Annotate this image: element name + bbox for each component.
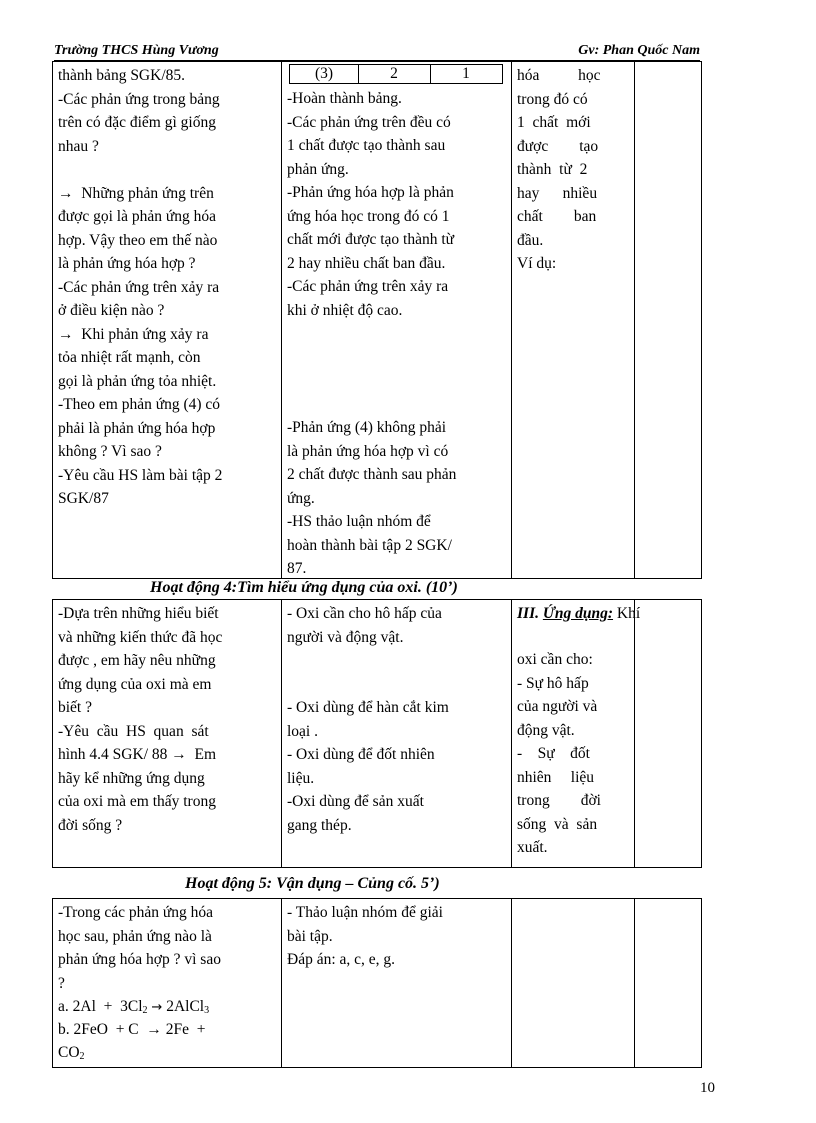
lesson-table-section-3 [52,898,702,1068]
content-column [512,899,635,1067]
student-activity-text: -Hoàn thành bảng. -Các phản ứng trên đều có 1 chất được tạo thành sau phản ứng. -Phản ứng hóa hợp là phản ứng hóa học trong đó có 1 chất mới được tạo thành từ 2 hay nhiều chất ban đầu. -Các phản ứng trên xảy ra khi ở nhiệt độ cao. -Phản ứng (4) không phải là phản ứng hóa hợp vì có 2 chất được thành sau phản ứng. -HS thảo luận nhóm để hoàn thành bài tập 2 SGK/ 87. [287,90,457,577]
content-column [512,62,635,578]
content-column [512,600,641,867]
teacher-activity-column [53,600,282,867]
teacher-name: Gv: Phan Quốc Nam [578,43,700,58]
student-activity-column [282,899,512,1067]
section-number: III. [517,605,539,622]
content-text: hóa học trong đó có 1 chất mới được tạo thành từ 2 hay nhiều chất ban đầu. Ví dụ: [517,67,601,272]
activity-5-heading: Hoạt động 5: Vận dụng – Củng cố. 5’) [185,875,440,892]
lesson-table-section-1 [52,61,702,579]
activity-4-heading: Hoạt động 4:Tìm hiểu ứng dụng của oxi. (10’) [150,579,458,596]
student-activity-column [282,62,512,578]
student-activity-text: - Thảo luận nhóm để giải bài tập. Đáp án: a, c, e, g. [287,904,443,968]
equation-b-continued: $CO_2$ [58,1044,85,1062]
lesson-table-section-2 [52,599,702,868]
page-number: 10 [700,1080,715,1096]
reaction-mini-table [289,64,503,84]
teacher-activity-column [53,899,282,1067]
notes-column [635,899,701,1067]
student-activity-column [282,600,512,867]
notes-column [635,62,701,578]
teacher-activity-text: -Trong các phản ứng hóa học sau, phản ứng nào là phản ứng hóa hợp ? vì sao ? [58,904,221,992]
teacher-activity-column [53,62,282,578]
notes-column [635,600,701,867]
applications-heading: Ứng dụng: [542,605,614,622]
teacher-activity-text: -Dựa trên những hiểu biết và những kiến thức đã học được , em hãy nêu những ứng dụng của oxi mà em biết ? -Yêu cầu HS quan sát hình 4.4 SGK/ 88 → Em hãy kể những ứng dụng của oxi mà em thấy trong đời sống ? [58,605,223,834]
teacher-activity-text: thành bảng SGK/85. -Các phản ứng trong bảng trên có đặc điểm gì giống nhau ? → Những phản ứng trên được gọi là phản ứng hóa hợp. Vậy theo em thế nào là phản ứng hóa hợp ? -Các phản ứng trên xảy ra ở điều kiện nào ? → Khi phản ứng xảy ra tỏa nhiệt rất mạnh, còn gọi là phản ứng tỏa nhiệt. -Theo em phản ứng (4) có phải là phản ứng hóa hợp không ? Vì sao ? -Yêu cầu HS làm bài tập 2 SGK/87 [58,67,223,507]
content-text: oxi cần cho: - Sự hô hấp của người và động vật. - Sự đốt nhiên liệu trong đời sống và sản xuất. [517,651,601,856]
equation-a: a. $2Al + 3Cl_2$ → 2AlCl$_3$ [58,998,210,1016]
equation-b: b. 2FeO + C → 2Fe + [58,1021,206,1038]
mini-table-cell: 2 [358,65,431,83]
mini-table-cell: (3) [290,65,359,83]
mini-table-cell: 1 [462,65,470,82]
applications-heading-line [517,602,641,626]
school-name: Trường THCS Hùng Vương [54,43,219,58]
page-header [54,42,700,61]
student-activity-text: - Oxi cần cho hô hấp của người và động vật. - Oxi dùng để hàn cắt kim loại . - Oxi dùng để đốt nhiên liệu. -Oxi dùng để sản xuất gang thép. [287,605,449,834]
heading-continuation: Khí [616,605,641,622]
